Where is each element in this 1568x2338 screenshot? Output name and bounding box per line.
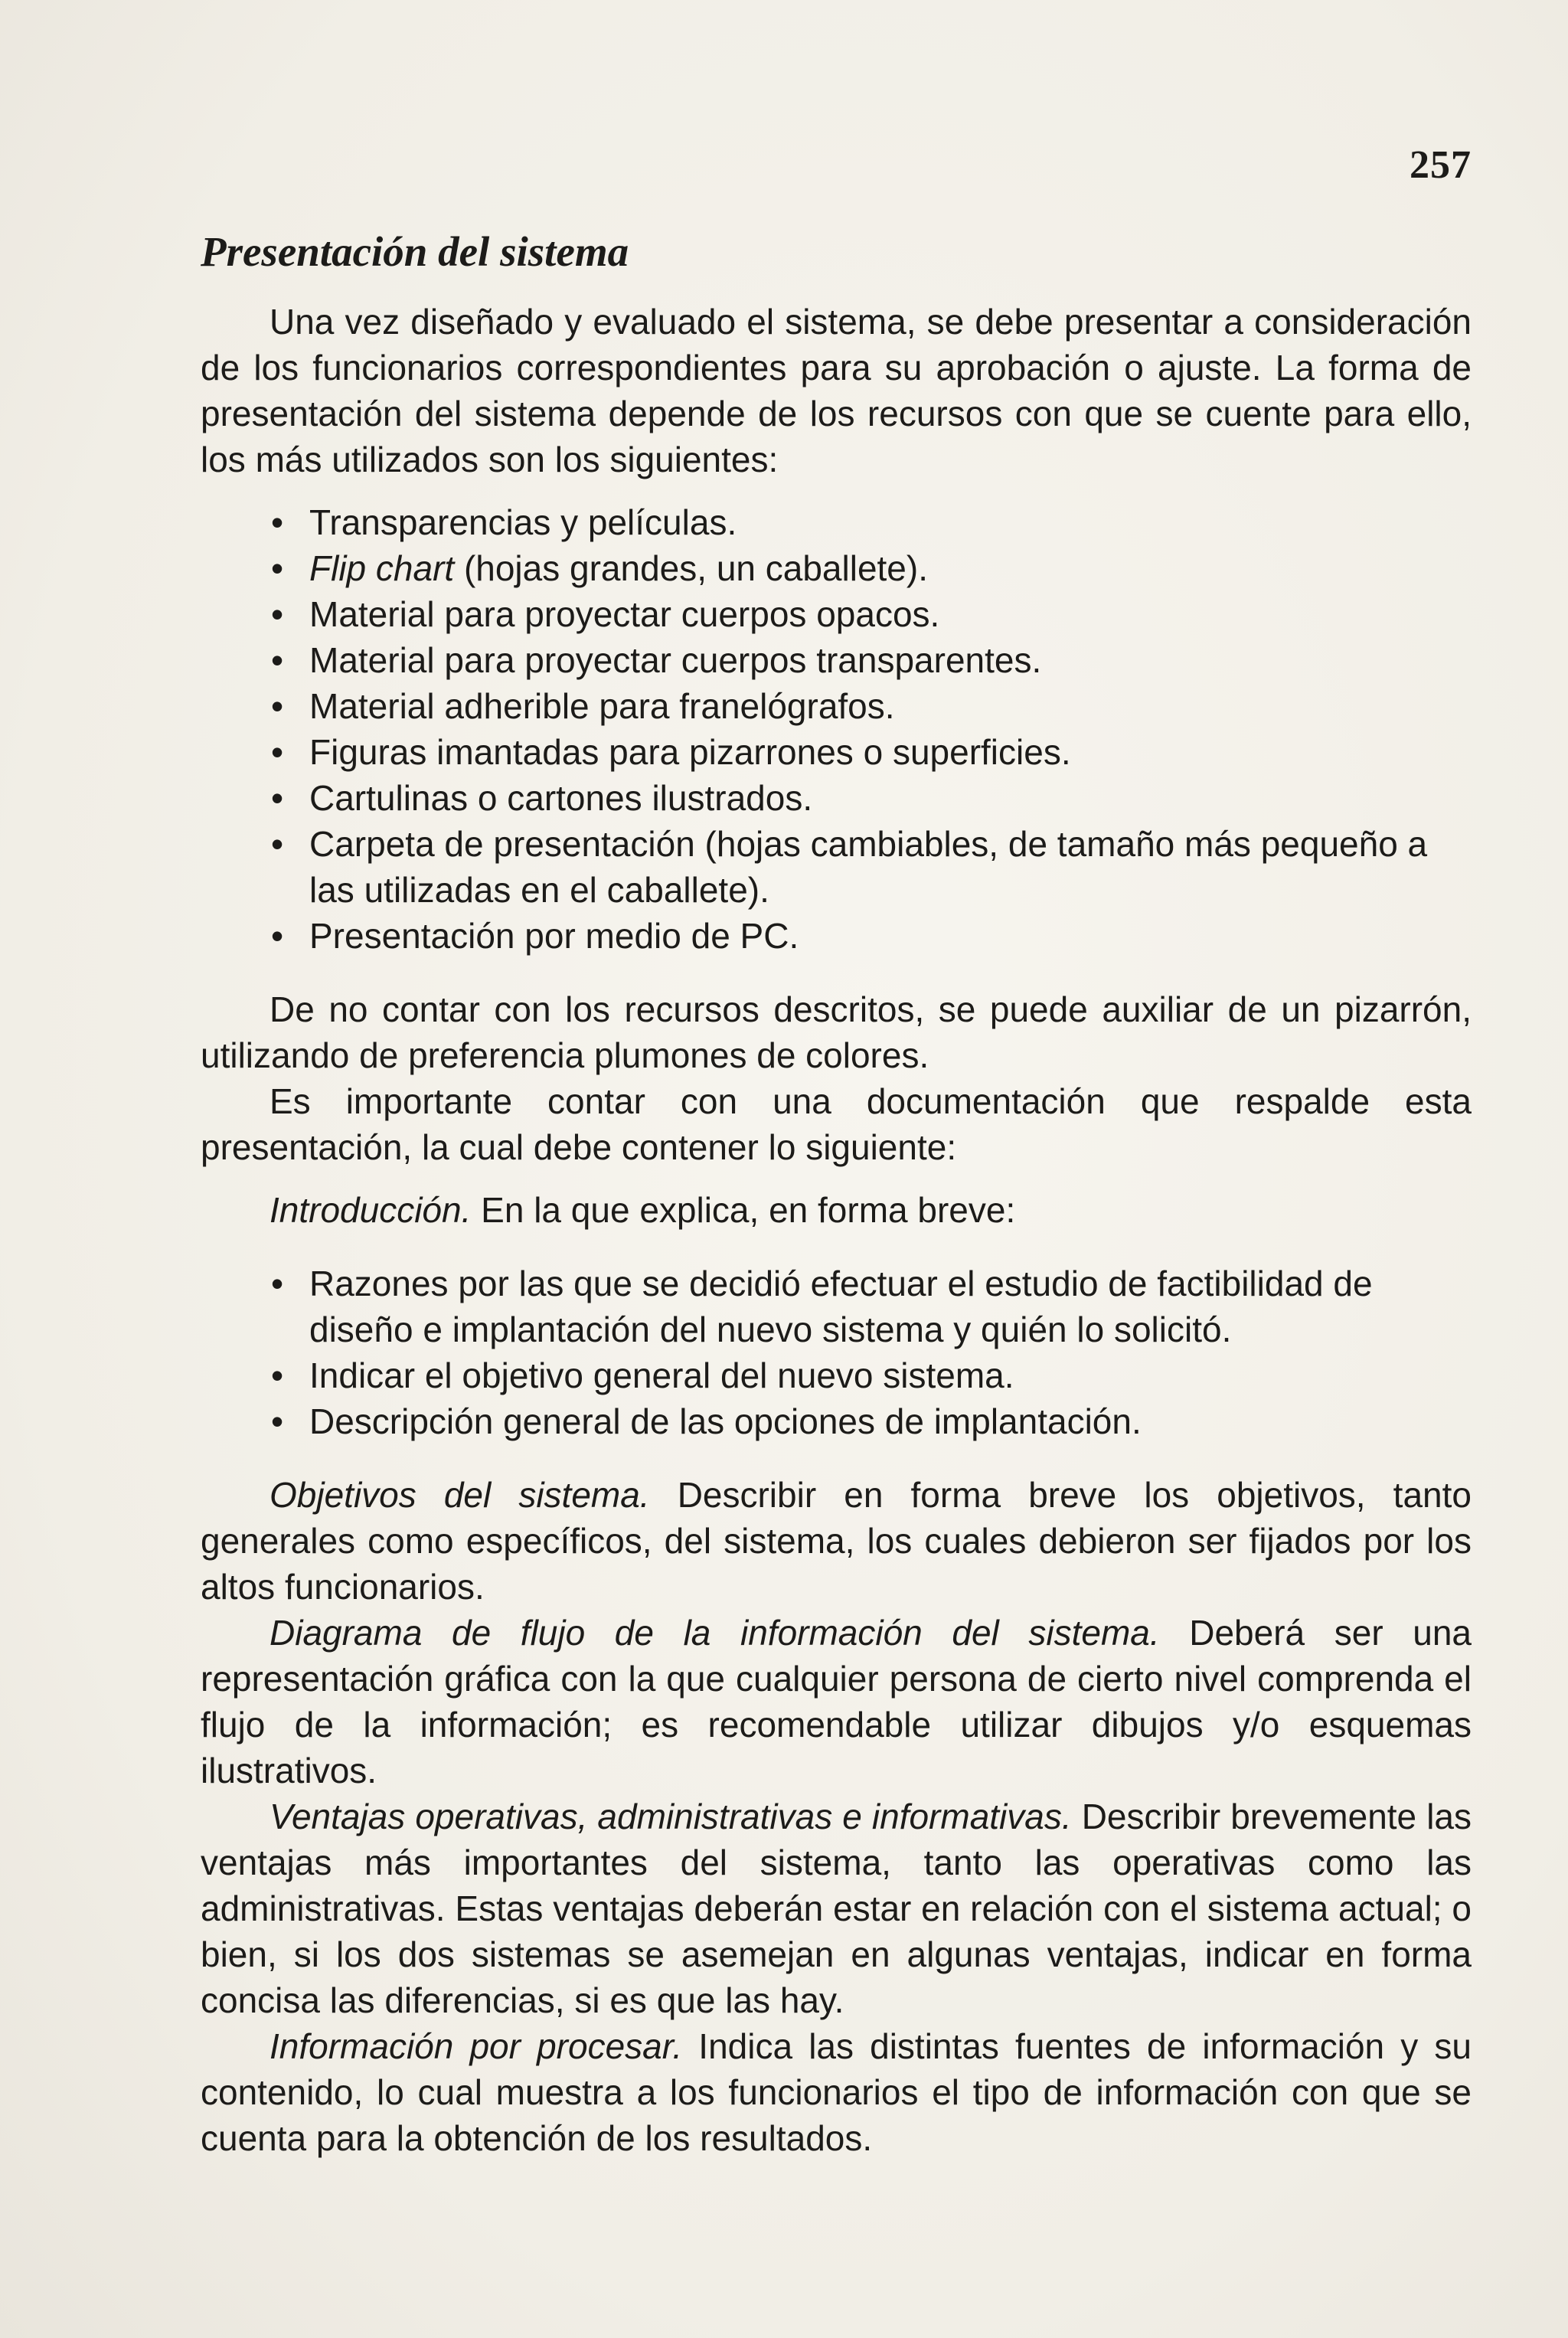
list-item: • Presentación por medio de PC. [271,913,1472,959]
section-title: Presentación del sistema [201,228,629,275]
intro-list [201,1261,1472,1444]
intro-paragraph: Una vez diseñado y evaluado el sistema, se debe presentar a consideración de los funcionarios correspondientes para su aprobación o ajuste. La forma de presentación del sistema depende de los recursos con que se cuente para ello, los más utilizados son los siguientes: [201,302,1472,479]
list-item: • Indicar el objetivo general del nuevo sistema. [271,1352,1472,1398]
diagrama-lead: Diagrama de flujo de la información del sistema. [270,1613,1160,1653]
introduccion-paragraph: Introducción. En la que explica, en forma breve: [270,1190,1016,1230]
ventajas-paragraph: Ventajas operativas, administrativas e informativas. Describir brevemente las ventajas más importantes del sistema, tanto las operativas como las administrativas. Estas ventajas deberán estar en relación con el sistema actual; o bien, si los dos sistemas se asemejan en algunas ventajas, indicar en forma concisa las diferencias, si es que las hay. [201,1797,1472,2020]
list-item: • Flip chart (hojas grandes, un caballete). [271,545,1472,591]
informacion-paragraph: Información por procesar. Indica las distintas fuentes de información y su contenido, lo cual muestra a los funcionarios el tipo de información con que se cuenta para la obtención de los resultados. [201,2026,1472,2158]
informacion-lead: Información por procesar. [270,2026,683,2066]
list-item: • Material adherible para franelógrafos. [271,683,1472,729]
page-content [201,227,1472,2161]
no-resources-paragraph: De no contar con los recursos descritos, se puede auxiliar de un pizarrón, utilizando de preferencia plumones de colores. [201,989,1472,1075]
introduccion-lead: Introducción. [270,1190,472,1230]
list-item: • Descripción general de las opciones de implantación. [271,1398,1472,1444]
list-item: • Cartulinas o cartones ilustrados. [271,775,1472,821]
ventajas-lead: Ventajas operativas, administrativas e informativas. [270,1797,1072,1836]
list-item: • Figuras imantadas para pizarrones o superficies. [271,729,1472,775]
list-item: • Material para proyectar cuerpos opacos. [271,591,1472,637]
page-number: 257 [1410,143,1472,187]
objetivos-lead: Objetivos del sistema. [270,1475,650,1515]
list-item: • Material para proyectar cuerpos transparentes. [271,637,1472,683]
resources-list [201,499,1472,959]
documentation-paragraph: Es importante contar con una documentación que respalde esta presentación, la cual debe contener lo siguiente: [201,1081,1472,1167]
list-item: • Transparencias y películas. [271,499,1472,545]
list-item: • Razones por las que se decidió efectuar el estudio de factibilidad de diseño e implantación del nuevo sistema y quién lo solicitó. [271,1261,1472,1352]
list-item: • Carpeta de presentación (hojas cambiables, de tamaño más pequeño a las utilizadas en el caballete). [271,821,1472,913]
objetivos-paragraph: Objetivos del sistema. Describir en forma breve los objetivos, tanto generales como específicos, del sistema, los cuales debieron ser fijados por los altos funcionarios. [201,1475,1472,1607]
diagrama-paragraph: Diagrama de flujo de la información del sistema. Deberá ser una representación gráfica con la que cualquier persona de cierto nivel comprenda el flujo de la información; es recomendable utilizar dibujos y/o esquemas ilustrativos. [201,1613,1472,1790]
